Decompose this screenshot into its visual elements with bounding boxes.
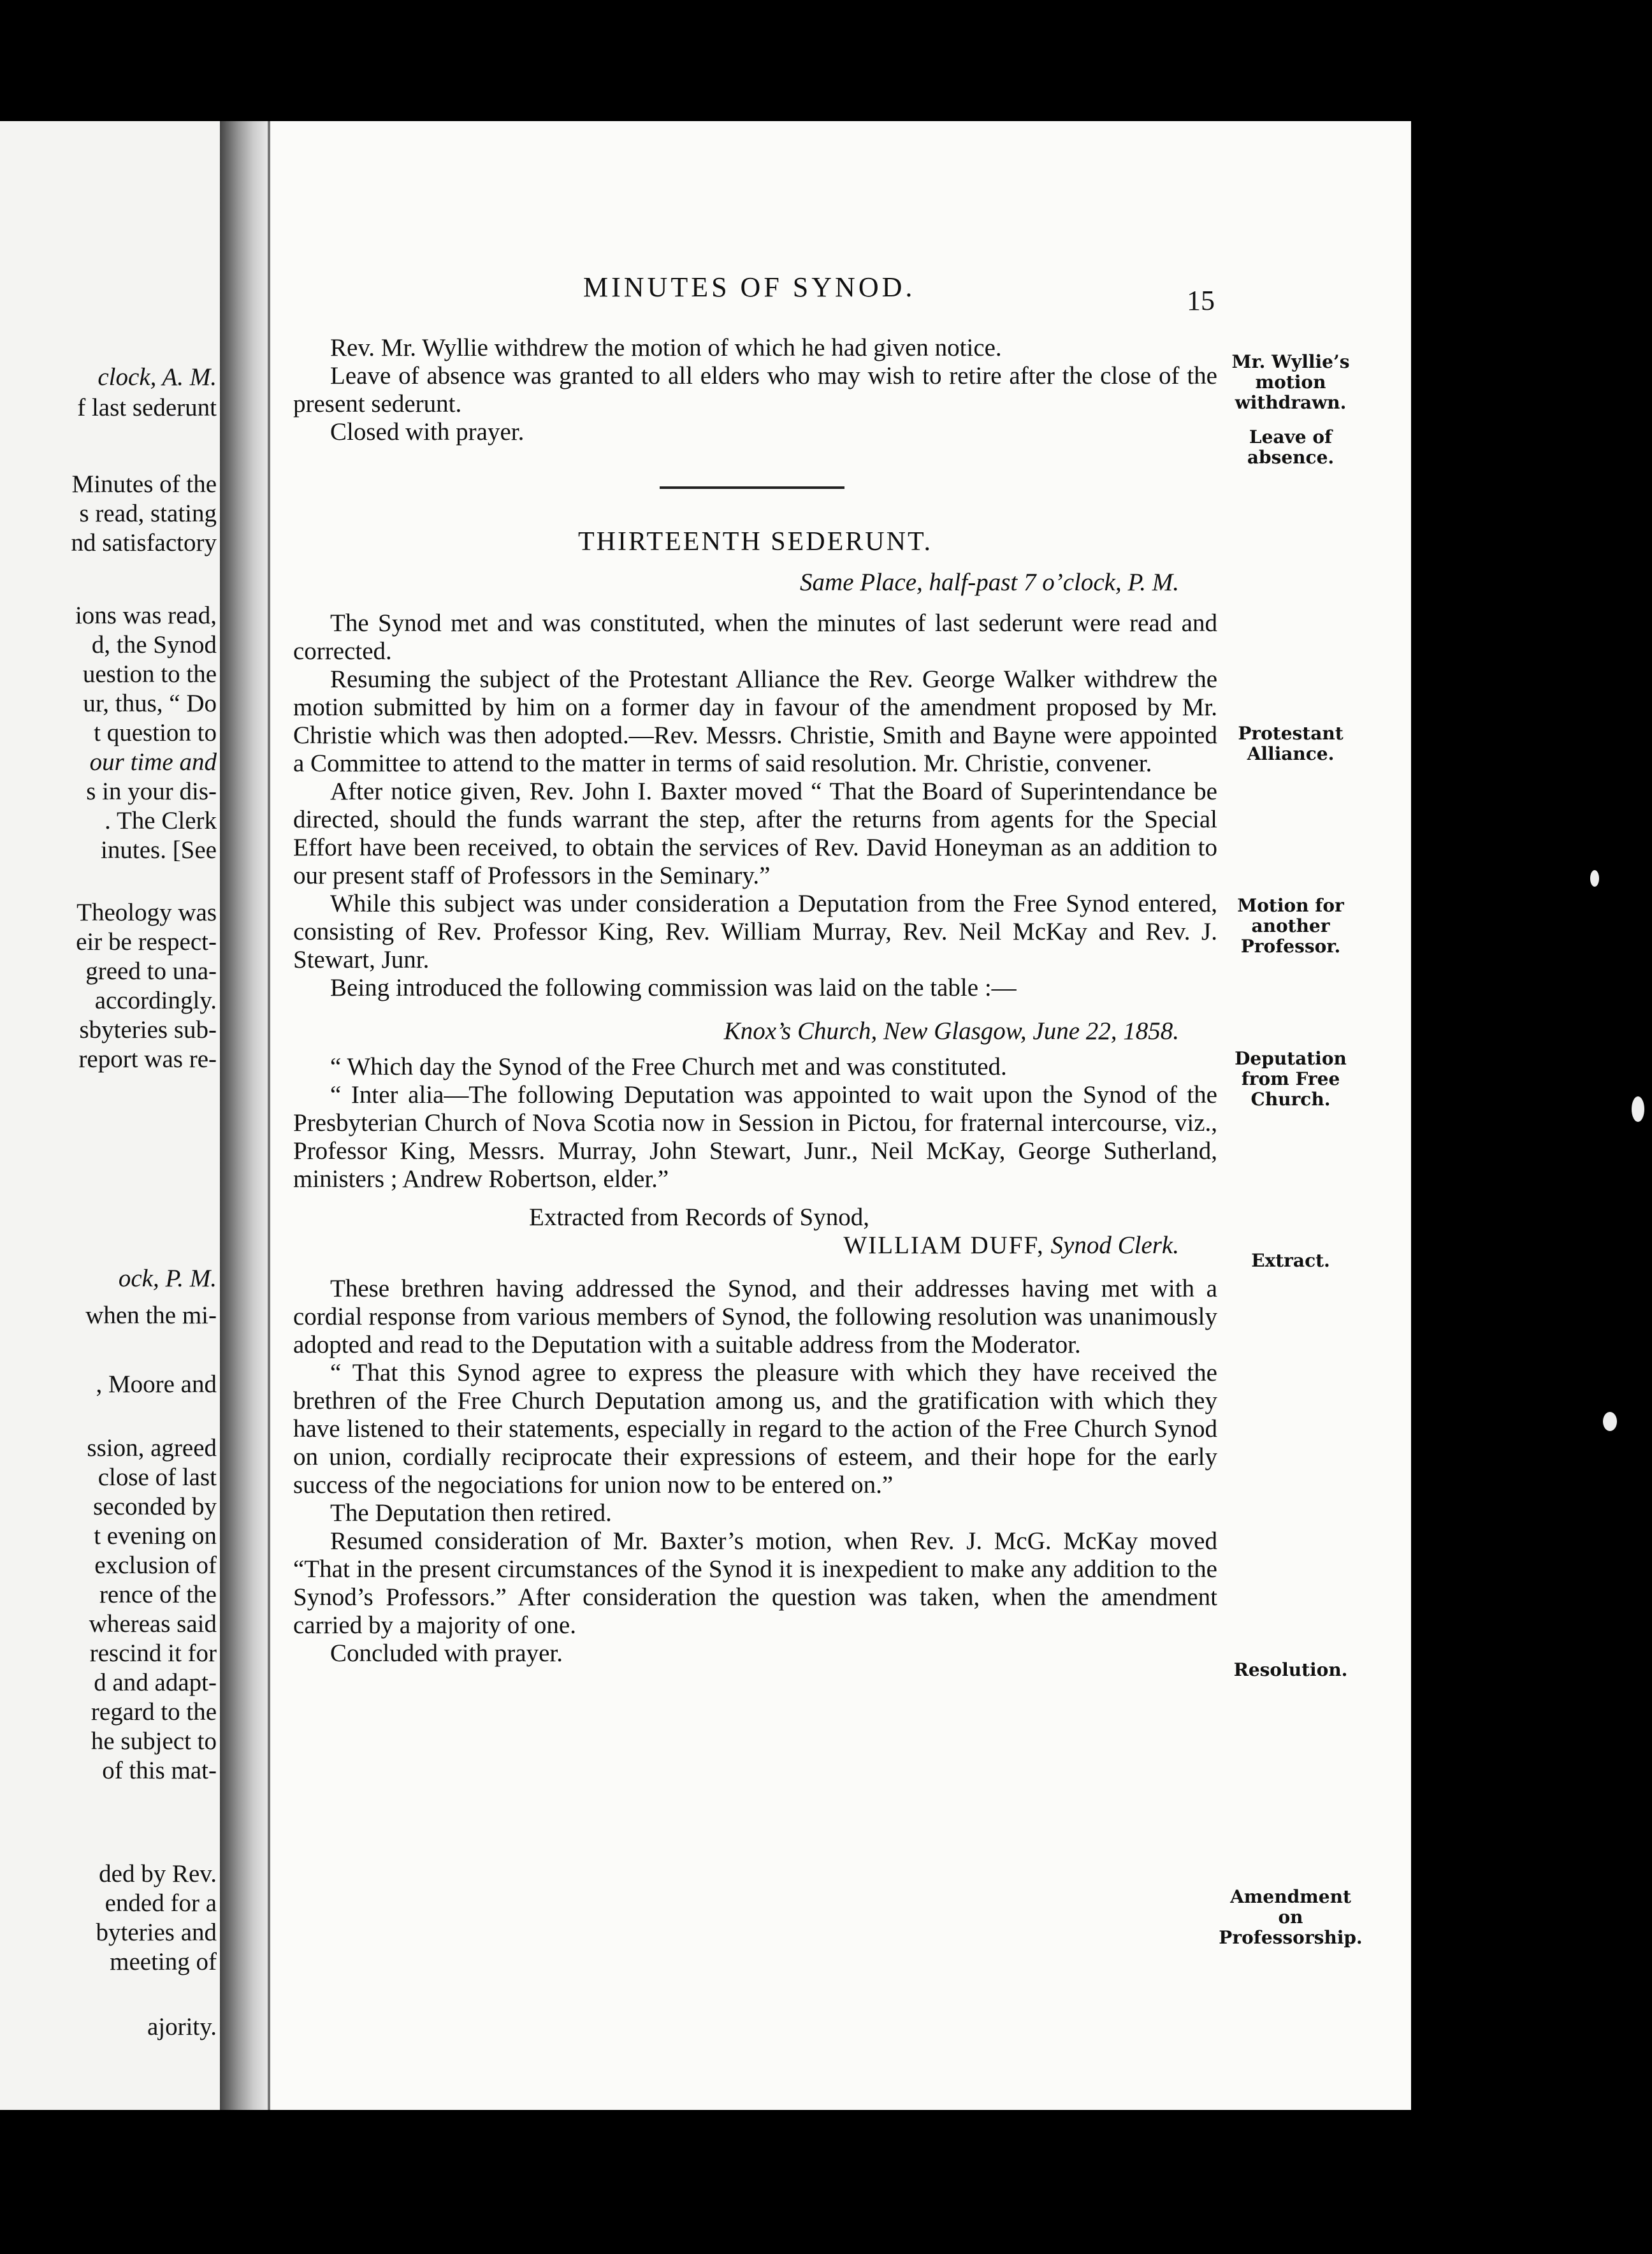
left-line: ock, P. M. bbox=[118, 1265, 217, 1292]
paragraph: Resumed consideration of Mr. Baxter’s motion, when Rev. J. McG. McKay moved “That in the present circumstances of the Synod it is inexpedient to make any addition to the Synod’s Professors.” After consideration the question was taken, when the amendment carried by a majority of one. bbox=[293, 1527, 1217, 1639]
margin-note-wyllie: Mr. Wyllie’s motion withdrawn. bbox=[1231, 351, 1350, 413]
left-line: of this mat- bbox=[102, 1757, 217, 1784]
left-line: our time and bbox=[89, 748, 217, 776]
left-line: eir be respect- bbox=[76, 928, 217, 956]
left-line: he subject to bbox=[91, 1727, 217, 1755]
margin-note-leave: Leave of absence. bbox=[1247, 426, 1335, 468]
commission-paragraph: “ Inter alia—The following Deputation was appointed to wait upon the Synod of the Presbyterian Church of Nova Scotia now in Session in Pictou, for fraternal intercourse, viz., Professor King, Messrs. Murray, John Stewart, Junr., Neil McKay, George Sutherland, ministers ; Andrew Robertson, elder.” bbox=[293, 1081, 1217, 1193]
left-line: t question to bbox=[94, 719, 217, 746]
left-line: accordingly. bbox=[94, 987, 217, 1014]
left-line: whereas said bbox=[89, 1610, 217, 1638]
paragraph: “ That this Synod agree to express the pleasure with which they have received the brethren of the Free Church Deputation among us, and the gratification with which they have listened to their statements, especially in regard to the action of the Free Church Synod on union, cordially reciprocate their expressions of esteem, and their hope for the early success of the negociations for union now to be entered on.” bbox=[293, 1359, 1217, 1499]
left-line: seconded by bbox=[93, 1493, 217, 1520]
left-line: exclusion of bbox=[94, 1552, 217, 1579]
left-line: ssion, agreed bbox=[87, 1434, 217, 1462]
paragraph: Rev. Mr. Wyllie withdrew the motion of which he had given notice. bbox=[330, 334, 1002, 361]
left-line: f last sederunt bbox=[77, 394, 217, 421]
commission-paragraph: “ Which day the Synod of the Free Church met and was constituted. bbox=[330, 1053, 1007, 1080]
left-line: ended for a bbox=[105, 1889, 217, 1917]
left-line: report was re- bbox=[78, 1045, 217, 1073]
left-line: d and adapt- bbox=[94, 1669, 217, 1696]
left-line: greed to una- bbox=[85, 957, 217, 985]
left-line: nd satisfactory bbox=[71, 529, 217, 556]
left-line: t evening on bbox=[94, 1522, 217, 1550]
left-line: inutes. [See bbox=[101, 836, 217, 864]
left-line: Theology was bbox=[76, 899, 217, 926]
section-heading: THIRTEENTH SEDERUNT. bbox=[578, 527, 932, 556]
paragraph: The Synod met and was constituted, when the minutes of last sederunt were read and corrected. bbox=[293, 609, 1217, 665]
left-line: sbyteries sub- bbox=[79, 1016, 217, 1043]
paragraph: Closed with prayer. bbox=[330, 418, 525, 446]
left-line: ded by Rev. bbox=[99, 1860, 217, 1887]
main-section bbox=[293, 528, 1217, 1668]
margin-note-resolution: Resolution. bbox=[1233, 1659, 1348, 1680]
left-line: meeting of bbox=[110, 1948, 217, 1975]
page-number: 15 bbox=[1187, 285, 1215, 316]
top-section bbox=[293, 334, 1217, 446]
left-line: ions was read, bbox=[75, 602, 217, 629]
left-line: clock, A. M. bbox=[98, 363, 217, 391]
paragraph: These brethren having addressed the Synod, and their addresses having met with a cordial response from various members of Synod, the following resolution was unanimously adopted and read to the Deputation with a suitable address from the Moderator. bbox=[293, 1275, 1217, 1358]
left-line: byteries and bbox=[96, 1919, 217, 1946]
signature bbox=[293, 1232, 1179, 1260]
left-line: uestion to the bbox=[82, 660, 217, 688]
left-line: ur, thus, “ Do bbox=[83, 690, 217, 717]
scan-speck bbox=[1590, 870, 1599, 887]
margin-note-deputation: Deputation from Free Church. bbox=[1235, 1048, 1347, 1110]
margin-note-extract: Extract. bbox=[1251, 1250, 1330, 1271]
margin-note-alliance: Protestant Alliance. bbox=[1238, 723, 1344, 764]
left-line: regard to the bbox=[91, 1698, 217, 1726]
paragraph: Leave of absence was granted to all elders who may wish to retire after the close of the present sederunt. bbox=[293, 362, 1217, 418]
paragraph: While this subject was under consideration a Deputation from the Free Synod entered, consisting of Rev. Professor King, Rev. William Murray, Rev. Neil McKay and Rev. J. Stewart, Junr. bbox=[293, 890, 1217, 973]
left-line: close of last bbox=[98, 1464, 217, 1491]
paragraph: After notice given, Rev. John I. Baxter moved “ That the Board of Superintendance be directed, should the funds warrant the step, after the returns from agents for the Special Effort have been received, to obtain the services of Rev. David Honeyman as an addition to our present staff of Professors in the Seminary.” bbox=[293, 778, 1217, 889]
left-line: when the mi- bbox=[85, 1302, 217, 1329]
scan-speck bbox=[1603, 1412, 1617, 1431]
left-line: d, the Synod bbox=[91, 631, 217, 658]
extracted-line: Extracted from Records of Synod, bbox=[529, 1203, 869, 1231]
left-line: , Moore and bbox=[96, 1371, 217, 1398]
scan-speck bbox=[1632, 1096, 1644, 1122]
paragraph: Resuming the subject of the Protestant Alliance the Rev. George Walker withdrew the motion submitted by him on a former day in favour of the amendment proposed by Mr. Christie which was then adopted.—Rev. Messrs. Christie, Smith and Bayne were appointed a Committee to attend to the matter in terms of said resolution. Mr. Christie, convener. bbox=[293, 665, 1217, 777]
left-line: s read, stating bbox=[79, 500, 217, 527]
margin-note-amendment: Amendment on Professorship. bbox=[1219, 1886, 1363, 1948]
left-line: Minutes of the bbox=[71, 470, 217, 498]
left-line: . The Clerk bbox=[105, 807, 217, 834]
left-line: rence of the bbox=[99, 1581, 217, 1608]
left-line: s in your dis- bbox=[86, 778, 217, 805]
paragraph: The Deputation then retired. bbox=[330, 1499, 612, 1527]
paragraph: Being introduced the following commission was laid on the table :— bbox=[330, 974, 1017, 1001]
place-time: Same Place, half-past 7 o’clock, P. M. bbox=[800, 569, 1179, 596]
left-line: ajority. bbox=[147, 2013, 217, 2040]
signature-name: WILLIAM DUFF, bbox=[843, 1232, 1045, 1259]
commission-place: Knox’s Church, New Glasgow, June 22, 1858. bbox=[723, 1017, 1179, 1045]
signature-title: Synod Clerk. bbox=[1050, 1232, 1179, 1259]
left-line: rescind it for bbox=[89, 1640, 217, 1667]
book-gutter bbox=[220, 121, 268, 2110]
running-head: MINUTES OF SYNOD. bbox=[583, 272, 916, 303]
section-rule bbox=[660, 486, 844, 489]
paragraph: Concluded with prayer. bbox=[330, 1640, 563, 1667]
margin-note-motion: Motion for another Professor. bbox=[1237, 895, 1344, 957]
